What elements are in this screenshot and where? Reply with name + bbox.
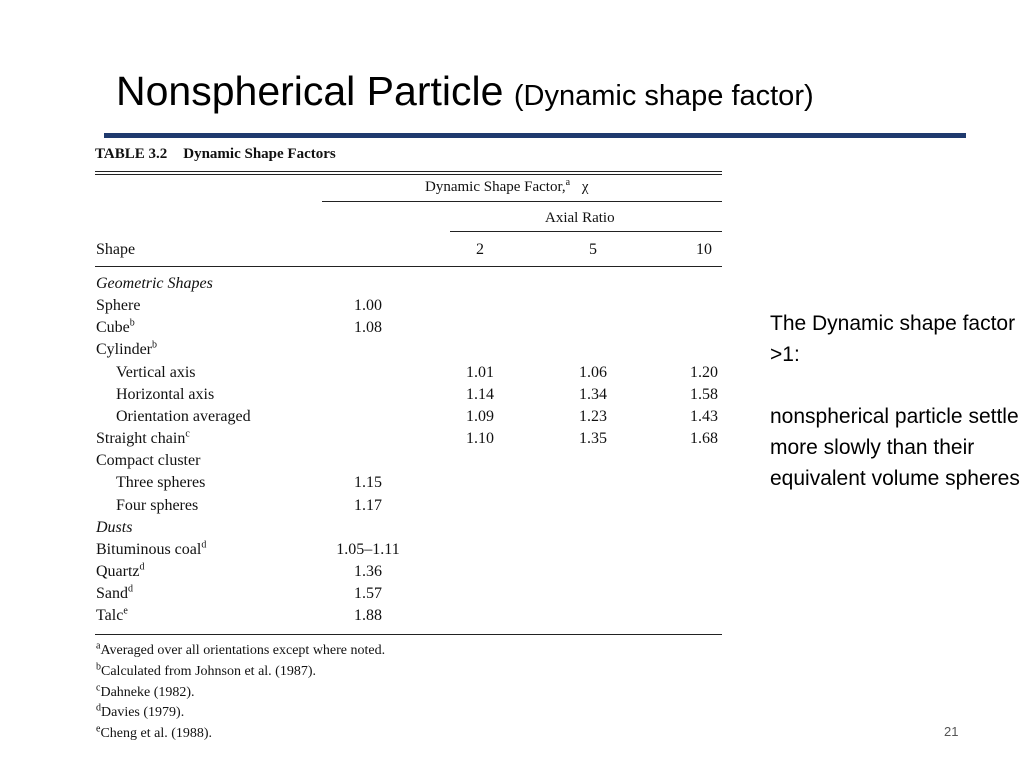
- footnote-text: Cheng et al. (1988).: [100, 726, 213, 742]
- footnote-mark: e: [96, 723, 101, 735]
- footnote-text: Averaged over all orientations except where noted.: [100, 643, 386, 658]
- cell-v10: 1.68: [690, 430, 718, 448]
- header-dynamic-shape-factor: [425, 179, 589, 196]
- row-label-text: Cube: [96, 319, 130, 337]
- row-label-text: Geometric Shapes: [96, 275, 213, 292]
- header-dsf-sup: a: [565, 177, 571, 188]
- slide-subtitle: (Dynamic shape factor): [513, 80, 814, 112]
- section-label: [96, 275, 213, 293]
- cell-v10: 1.20: [690, 363, 718, 381]
- row-label: [96, 607, 128, 625]
- header-span-rule: [322, 201, 722, 202]
- cell-v0: 1.88: [354, 607, 382, 625]
- cell-v0: 1.15: [354, 474, 382, 492]
- table-row: [0, 585, 1024, 607]
- table-row: [0, 563, 1024, 585]
- header-shape: Shape: [96, 241, 136, 258]
- footnote-text: Calculated from Johnson et al. (1987).: [101, 663, 317, 679]
- cell-v0: 1.17: [354, 496, 382, 514]
- footnote: [96, 640, 386, 659]
- row-label: [116, 474, 205, 492]
- cell-v0: 1.36: [354, 562, 382, 580]
- table-caption: [95, 146, 336, 163]
- table-bottom-rule: [95, 634, 722, 635]
- page-number: 21: [944, 724, 959, 739]
- footnote-text: Dahneke (1982).: [100, 684, 195, 700]
- footnote-mark: b: [96, 661, 101, 673]
- side-note: [770, 308, 1024, 494]
- cell-v0: 1.08: [354, 319, 382, 337]
- slide-title-main: Nonspherical Particle: [116, 68, 504, 114]
- header-ratio-2: 2: [476, 241, 484, 258]
- header-dsf-text: Dynamic Shape Factor,: [425, 179, 566, 195]
- row-label: [96, 297, 140, 315]
- footnote-mark: a: [96, 640, 101, 652]
- cell-v0: 1.05–1.11: [336, 540, 400, 558]
- side-note-line2: nonspherical particle settle more slowly than their equivalent volume spheres: [770, 405, 1020, 490]
- row-label: [116, 364, 196, 382]
- row-label-text: Vertical axis: [116, 363, 196, 381]
- row-label-text: Horizontal axis: [116, 385, 215, 403]
- table-top-rule: [95, 171, 722, 172]
- row-label: [116, 408, 251, 426]
- header-axial-ratio: Axial Ratio: [545, 210, 615, 226]
- table-row: [0, 541, 1024, 563]
- cell-v0: 1.00: [354, 297, 382, 315]
- footnote-mark: d: [128, 583, 133, 595]
- row-label-text: Orientation averaged: [116, 407, 251, 425]
- table-row: [0, 519, 1024, 541]
- footnote-mark: d: [96, 702, 101, 714]
- footnote-mark: d: [139, 561, 145, 573]
- cell-v5: 1.34: [579, 385, 607, 403]
- footnote: [96, 702, 185, 721]
- row-label-text: Three spheres: [116, 474, 206, 492]
- header-ratio-10: 10: [696, 241, 712, 258]
- cell-v2: 1.01: [466, 363, 494, 381]
- cell-v10: 1.58: [690, 385, 718, 403]
- table-caption-text: Dynamic Shape Factors: [183, 146, 336, 162]
- footnote-mark: b: [129, 317, 135, 329]
- cell-v5: 1.06: [579, 363, 607, 381]
- row-label: [116, 497, 198, 515]
- header-ratio-5: 5: [589, 241, 597, 258]
- footnote: [96, 723, 213, 742]
- row-label: [96, 319, 135, 337]
- header-axial-rule: [450, 231, 722, 232]
- footnote: [96, 661, 317, 680]
- footnote: [96, 681, 195, 701]
- row-label-text: Straight chain: [96, 430, 186, 448]
- table-row: [0, 607, 1024, 629]
- row-label-text: Bituminous coal: [96, 540, 202, 558]
- cell-v2: 1.14: [466, 385, 494, 403]
- row-label-text: Talc: [96, 607, 124, 625]
- footnote-mark: c: [185, 428, 190, 440]
- footnote-mark: e: [123, 605, 128, 617]
- side-note-line1: The Dynamic shape factor >1:: [770, 312, 1016, 366]
- row-label-text: Sphere: [96, 297, 141, 315]
- table-row: [0, 275, 1024, 297]
- header-bottom-rule: [95, 266, 722, 267]
- row-label: [96, 563, 145, 581]
- cell-v2: 1.10: [466, 430, 494, 448]
- row-label-text: Sand: [96, 585, 128, 603]
- table-top-rule-2: [95, 174, 722, 175]
- cell-v5: 1.35: [579, 430, 607, 448]
- row-label: [96, 585, 133, 603]
- row-label-text: Compact cluster: [96, 452, 201, 470]
- row-label: [116, 386, 214, 404]
- row-label: [96, 541, 206, 559]
- row-label-text: Cylinder: [96, 341, 152, 359]
- footnote-mark: c: [96, 681, 101, 693]
- cell-v0: 1.57: [354, 585, 382, 603]
- footnote-mark: d: [201, 539, 207, 551]
- section-label: [96, 519, 132, 537]
- table-label: TABLE 3.2: [95, 146, 168, 162]
- cell-v10: 1.43: [690, 407, 718, 425]
- row-label: [96, 341, 157, 359]
- cell-v2: 1.09: [466, 407, 494, 425]
- footnote-text: Davies (1979).: [101, 705, 185, 721]
- row-label-text: Quartz: [96, 562, 140, 580]
- row-label-text: Dusts: [96, 518, 133, 536]
- table-row: [0, 497, 1024, 519]
- row-label-text: Four spheres: [116, 496, 199, 514]
- footnote-mark: b: [152, 340, 157, 352]
- row-label: [96, 452, 200, 470]
- row-label: [96, 430, 190, 448]
- cell-v5: 1.23: [579, 407, 607, 425]
- header-chi: χ: [581, 179, 589, 195]
